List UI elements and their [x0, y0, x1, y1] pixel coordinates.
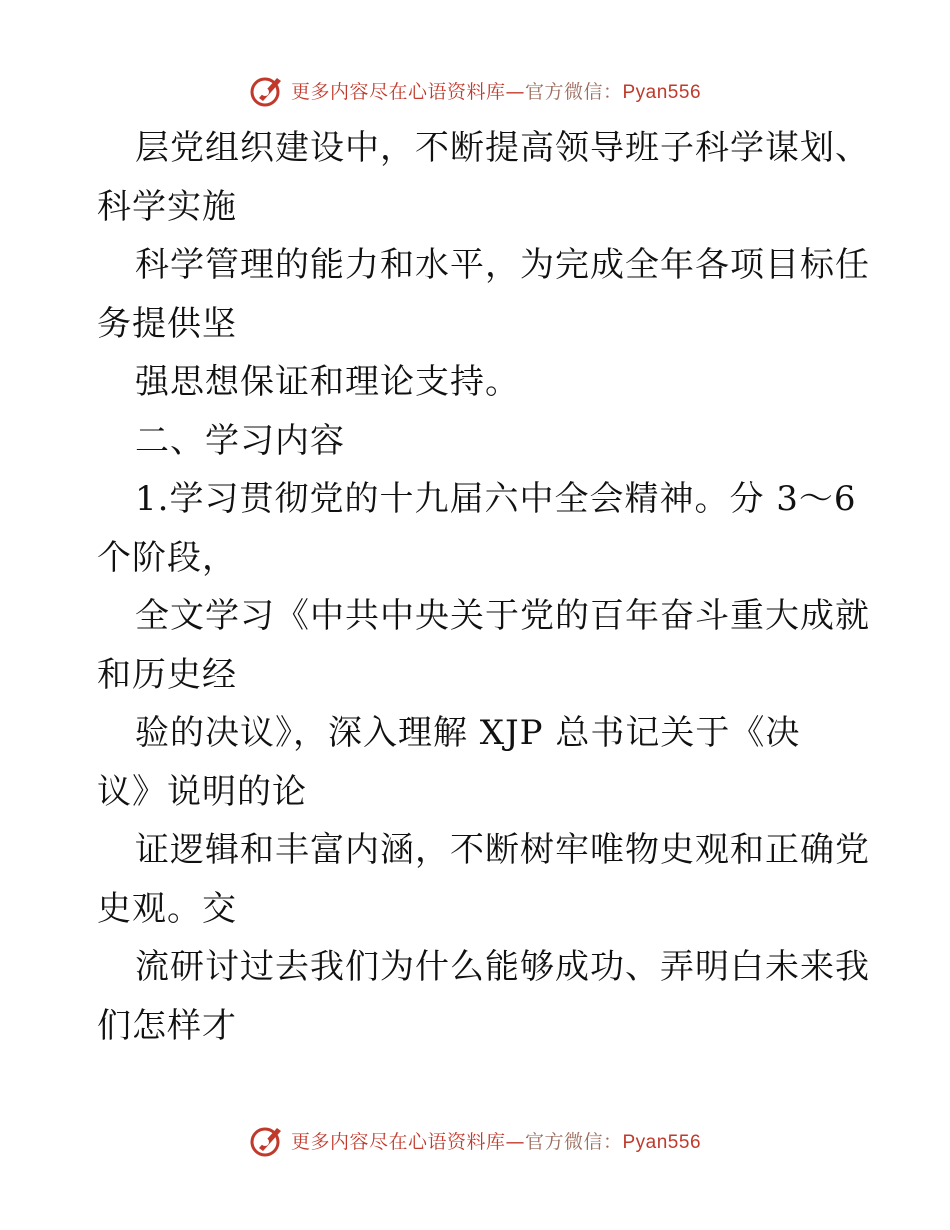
text-line: 科学实施 — [97, 186, 237, 227]
text-line: 流研讨过去我们为什么能够成功、弄明白未来我 — [135, 947, 870, 987]
watermark-wechat-label: 官方微信： — [524, 80, 623, 103]
watermark-wechat-id: Pyan556 — [622, 1131, 702, 1153]
text-line: 证逻辑和丰富内涵，不断树牢唯物史观和正确党 — [135, 830, 870, 870]
watermark-separator: — — [505, 1130, 525, 1153]
pen-logo-icon — [249, 72, 285, 108]
text-line: 个阶段， — [97, 537, 237, 578]
text-line: 1.学习贯彻党的十九届六中全会精神。分 3～6 — [135, 479, 857, 519]
text-line: 科学管理的能力和水平，为完成全年各项目标任 — [135, 245, 870, 285]
watermark-wechat-id: Pyan556 — [622, 81, 702, 103]
text-line: 议》说明的论 — [97, 771, 307, 812]
watermark-title: 更多内容尽在心语资料库 — [290, 1130, 506, 1153]
watermark-title: 更多内容尽在心语资料库 — [290, 80, 506, 103]
text-line: 史观。交 — [97, 888, 237, 929]
pen-logo-icon — [249, 1122, 285, 1158]
watermark-wechat-label: 官方微信： — [524, 1130, 623, 1153]
text-line: 务提供坚 — [97, 303, 237, 344]
footer-watermark — [0, 1120, 950, 1160]
text-line: 和历史经 — [97, 654, 237, 695]
watermark-separator: — — [505, 80, 525, 103]
document-body — [97, 119, 870, 1055]
text-line: 全文学习《中共中央关于党的百年奋斗重大成就 — [135, 596, 870, 636]
text-line: 强思想保证和理论支持。 — [135, 362, 520, 402]
watermark-text — [291, 1127, 701, 1154]
text-line: 二、学习内容 — [135, 420, 345, 461]
text-line: 层党组织建设中，不断提高领导班子科学谋划、 — [135, 128, 870, 168]
text-line: 们怎样才 — [97, 1005, 237, 1046]
text-line: 验的决议》，深入理解 XJP 总书记关于《决 — [135, 713, 801, 753]
header-watermark — [0, 70, 950, 110]
watermark-text — [291, 77, 701, 104]
